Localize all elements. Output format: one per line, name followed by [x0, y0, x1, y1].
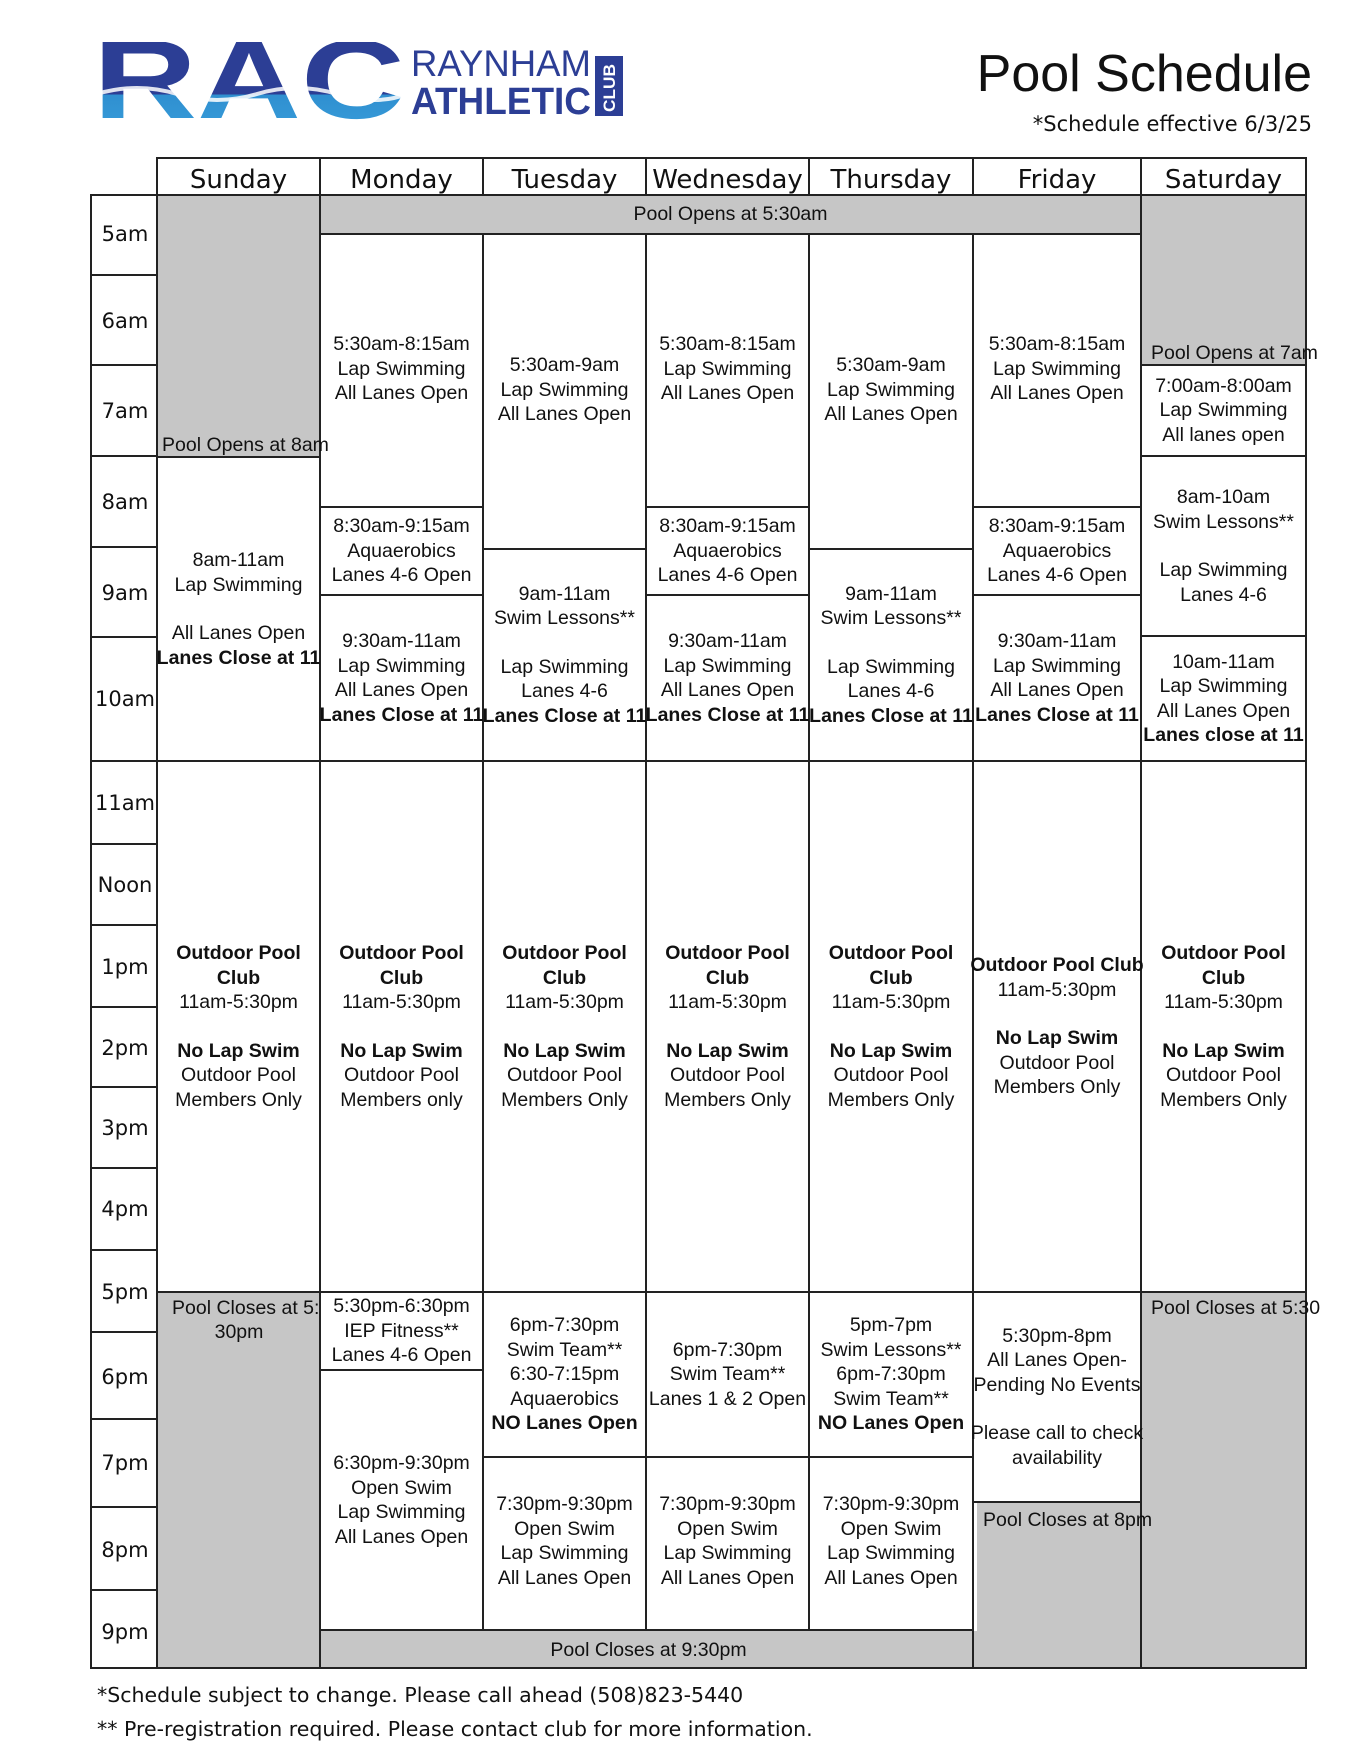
hour-line — [90, 760, 158, 762]
block-wednesday-early: 5:30am-8:15am Lap Swimming All Lanes Open — [659, 333, 796, 404]
sunday-closed-morning — [158, 196, 320, 458]
day-header-monday: Monday — [350, 165, 453, 195]
block-tuesday-midday: Outdoor Pool Club 11am-5:30pm No Lap Swim Outdoor Pool Members Only — [501, 942, 628, 1111]
block-thursday-lessons-team: 5pm-7pm Swim Lessons** 6pm-7:30pm Swim Team** NO Lanes Open — [817, 1314, 965, 1435]
hour-label: 11am — [94, 791, 156, 815]
hour-line — [90, 1506, 158, 1508]
block-wednesday-swim-team: 6pm-7:30pm Swim Team** Lanes 1 & 2 Open — [648, 1338, 807, 1410]
row-line-5pm-sat — [1140, 1291, 1307, 1293]
pool-closes-saturday: Pool Closes at 5:30 — [1151, 1297, 1321, 1319]
pool-closes-friday: Pool Closes at 8pm — [983, 1509, 1153, 1531]
block-wednesday-midday: Outdoor Pool Club 11am-5:30pm No Lap Swim Outdoor Pool Members Only — [664, 942, 791, 1111]
logo-athletic: ATHLETIC — [411, 81, 591, 123]
footer-note-preregistration: ** Pre-registration required. Please contact club for more information. — [97, 1717, 813, 1741]
block-saturday-early: 7:00am-8:00am Lap Swimming All lanes open — [1155, 374, 1292, 446]
hour-line — [90, 455, 158, 457]
block-monday-iep-fitness: 5:30pm-6:30pm IEP Fitness** Lanes 4-6 Open — [331, 1295, 472, 1367]
block-thursday-early: 5:30am-9am Lap Swimming All Lanes Open — [824, 354, 958, 425]
day-header-sunday: Sunday — [189, 165, 288, 195]
hour-label: Noon — [97, 873, 153, 897]
hour-label: 8am — [101, 490, 149, 514]
block-wednesday-aquaerobics: 8:30am-9:15am Aquaerobics Lanes 4-6 Open — [657, 515, 798, 587]
day-header-friday: Friday — [1017, 165, 1097, 195]
block-monday-midmorning: 9:30am-11am Lap Swimming All Lanes Open Lanes Close at 11 — [319, 630, 484, 726]
hour-line — [90, 274, 158, 276]
block-friday-midday: Outdoor Pool Club 11am-5:30pm No Lap Swim Outdoor Pool Members Only — [970, 954, 1144, 1099]
hour-label: 6pm — [101, 1365, 149, 1389]
block-tuesday-lessons: 9am-11am Swim Lessons** Lap Swimming Lanes 4-6 Lanes Close at 11 — [482, 582, 647, 727]
block-thursday-midday: Outdoor Pool Club 11am-5:30pm No Lap Swim Outdoor Pool Members Only — [827, 942, 955, 1111]
block-tuesday-open-swim: 7:30pm-9:30pm Open Swim Lap Swimming All Lanes Open — [496, 1493, 633, 1589]
club-logo — [97, 42, 637, 124]
pool-opens-weekday: Pool Opens at 5:30am — [633, 203, 828, 225]
day-header-tuesday: Tuesday — [511, 165, 618, 195]
hour-line — [90, 1167, 158, 1169]
block-monday-aquaerobics: 8:30am-9:15am Aquaerobics Lanes 4-6 Open — [331, 515, 472, 587]
logo-raynham: RAYNHAM — [411, 43, 591, 84]
saturday-closed-morning — [1141, 196, 1305, 366]
hour-label: 1pm — [101, 955, 149, 979]
block-friday-midmorning: 9:30am-11am Lap Swimming All Lanes Open Lanes Close at 11 — [975, 630, 1139, 726]
block-saturday-lessons: 8am-10am Swim Lessons** Lap Swimming Lanes 4-6 — [1153, 486, 1294, 606]
hour-label: 10am — [94, 687, 156, 711]
block-tuesday-swim-team: 6pm-7:30pm Swim Team** 6:30-7:15pm Aquaerobics NO Lanes Open — [491, 1314, 638, 1435]
block-wednesday-open-swim: 7:30pm-9:30pm Open Swim Lap Swimming All Lanes Open — [659, 1493, 796, 1589]
day-header-thursday: Thursday — [830, 165, 952, 195]
block-monday-open-swim: 6:30pm-9:30pm Open Swim Lap Swimming All Lanes Open — [333, 1452, 470, 1548]
hour-line — [90, 1418, 158, 1420]
hour-label: 8pm — [101, 1538, 149, 1562]
hour-line — [90, 364, 158, 366]
day-header-wednesday: Wednesday — [652, 165, 803, 195]
footer-note-change: *Schedule subject to change. Please call ahead (508)823-5440 — [97, 1683, 744, 1707]
block-thursday-lessons: 9am-11am Swim Lessons** Lap Swimming Lanes 4-6 Lanes Close at 11 — [809, 582, 973, 727]
hour-label: 2pm — [101, 1036, 149, 1060]
block-friday-evening: 5:30pm-8pm All Lanes Open- Pending No Events Please call to check availability — [970, 1324, 1144, 1469]
hour-line — [90, 546, 158, 548]
frame-right — [1305, 157, 1307, 1669]
block-monday-midday: Outdoor Pool Club 11am-5:30pm No Lap Swim Outdoor Pool Members only — [339, 942, 464, 1111]
hour-label: 9am — [101, 581, 149, 605]
block-friday-aquaerobics: 8:30am-9:15am Aquaerobics Lanes 4-6 Open — [987, 515, 1127, 587]
block-saturday-midmorning: 10am-11am Lap Swimming All Lanes Open Lanes close at 11 — [1143, 650, 1304, 746]
hour-line — [90, 1249, 158, 1251]
logo-club: CLUB — [600, 64, 619, 112]
block-monday-early: 5:30am-8:15am Lap Swimming All Lanes Open — [333, 333, 470, 404]
hour-label: 7am — [101, 399, 149, 423]
frame-bottom — [90, 1667, 1307, 1669]
day-header-saturday: Saturday — [1164, 165, 1283, 195]
hour-label: 5am — [101, 222, 149, 246]
hour-line — [90, 924, 158, 926]
block-sunday-midday: Outdoor Pool Club 11am-5:30pm No Lap Swim Outdoor Pool Members Only — [175, 942, 302, 1111]
logo-graphic — [97, 42, 637, 124]
hour-line — [90, 843, 158, 845]
block-friday-early: 5:30am-8:15am Lap Swimming All Lanes Open — [988, 333, 1126, 404]
block-saturday-midday: Outdoor Pool Club 11am-5:30pm No Lap Swim Outdoor Pool Members Only — [1160, 942, 1287, 1111]
pool-opens-saturday: Pool Opens at 7am — [1151, 342, 1318, 364]
block-tuesday-early: 5:30am-9am Lap Swimming All Lanes Open — [497, 354, 632, 425]
frame-top-header — [156, 157, 1307, 159]
pool-closes-sunday-2: 30pm — [214, 1321, 264, 1343]
hour-line — [90, 1006, 158, 1008]
hour-label: 4pm — [101, 1197, 149, 1221]
hour-line — [90, 1589, 158, 1591]
hour-label: 9pm — [101, 1620, 149, 1644]
fri-line-8pm — [973, 1501, 1141, 1503]
logo-letters: RAC — [97, 42, 405, 124]
hour-label: 7pm — [101, 1451, 149, 1475]
block-thursday-open-swim: 7:30pm-9:30pm Open Swim Lap Swimming All Lanes Open — [822, 1493, 960, 1589]
page-title: Pool Schedule — [976, 45, 1312, 103]
hour-label: 5pm — [101, 1280, 149, 1304]
hour-line — [90, 1331, 158, 1333]
block-wednesday-midmorning: 9:30am-11am Lap Swimming All Lanes Open Lanes Close at 11 — [645, 630, 810, 726]
hour-line — [90, 1086, 158, 1088]
saturday-closed-evening — [1141, 1293, 1305, 1668]
hour-line — [90, 636, 158, 638]
hour-label: 3pm — [101, 1116, 149, 1140]
pool-opens-sunday: Pool Opens at 8am — [162, 434, 329, 456]
pool-closes-weekday: Pool Closes at 9:30pm — [550, 1639, 747, 1661]
sunday-closed-evening — [158, 1293, 320, 1668]
effective-date: *Schedule effective 6/3/25 — [1032, 112, 1312, 136]
hour-label: 6am — [101, 309, 149, 333]
block-sunday-morning: 8am-11am Lap Swimming All Lanes Open Lanes Close at 11 — [156, 549, 321, 669]
pool-closes-sunday-1: Pool Closes at 5: — [172, 1297, 320, 1319]
